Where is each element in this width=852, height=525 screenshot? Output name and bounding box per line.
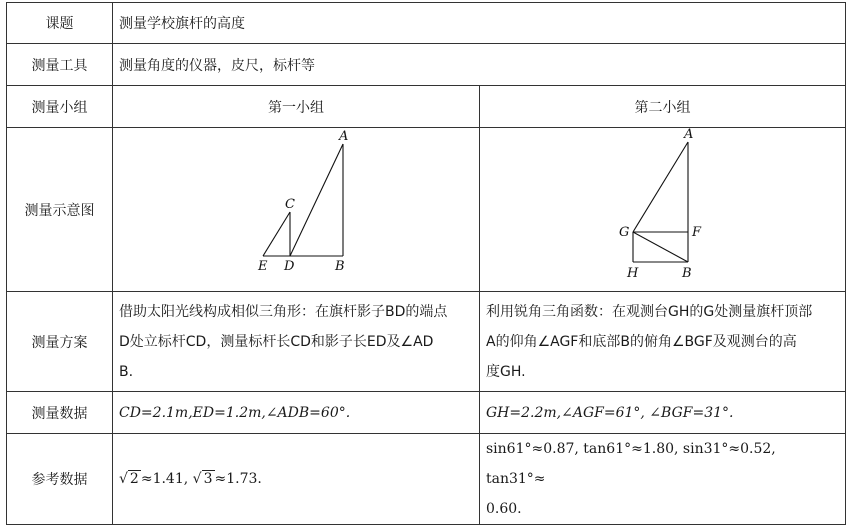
- reference-group-1: [113, 434, 480, 525]
- topic-value: 测量学校旗杆的高度: [113, 3, 846, 44]
- point-f-label: F: [692, 225, 702, 240]
- sqrt-3: √ 3: [192, 471, 213, 487]
- diagram-group-1: [113, 128, 480, 292]
- group-1-heading: 第一小组: [113, 86, 480, 128]
- reference-group-2: [480, 434, 846, 525]
- data-label: 测量数据: [7, 392, 113, 434]
- topic-label: 课题: [7, 3, 113, 44]
- plan-2-line-1: 利用锐角三角函数：在观测台GH的G处测量旗杆顶部: [486, 303, 813, 320]
- plan-1-line-2: D处立标杆CD，测量标杆长CD和影子长ED及∠AD: [119, 333, 434, 350]
- point-h-label: H: [627, 266, 639, 281]
- sight-line-ga: [633, 142, 688, 232]
- sight-line-gb: [633, 232, 688, 262]
- point-g-label: G: [619, 225, 630, 240]
- point-c-label: C: [285, 197, 295, 212]
- reference-label: 参考数据: [7, 434, 113, 525]
- point-a-label: A: [684, 128, 694, 142]
- row-plan: [7, 292, 846, 392]
- plan-label: 测量方案: [7, 292, 113, 392]
- plan-1-line-3: B.: [119, 363, 134, 380]
- plan-group-2: [480, 292, 846, 392]
- row-diagram: [7, 128, 846, 292]
- data-group-2: GH=2.2m,∠AGF=61°, ∠BGF=31°.: [480, 392, 846, 434]
- plan-group-1: [113, 292, 480, 392]
- reference-2-line-2: 0.60.: [486, 501, 522, 517]
- sun-ray-ec: [263, 212, 290, 256]
- similar-triangles-diagram: [113, 128, 480, 287]
- plan-2-line-3: 度GH.: [486, 363, 526, 380]
- group-label: 测量小组: [7, 86, 113, 128]
- tools-label: 测量工具: [7, 44, 113, 86]
- sqrt-2: √ 2: [119, 471, 139, 487]
- sqrt-2-value: ≈1.41,: [140, 471, 189, 487]
- trig-angles-diagram: [480, 128, 846, 287]
- tools-value: 测量角度的仪器，皮尺，标杆等: [113, 44, 846, 86]
- plan-2-line-2: A的仰角∠AGF和底部B的俯角∠BGF及观测台的高: [486, 333, 797, 350]
- reference-2-line-1: sin61°≈0.87, tan61°≈1.80, sin31°≈0.52, tan31°≈: [486, 441, 776, 487]
- point-b-label: B: [682, 266, 692, 281]
- sqrt-3-value: ≈1.73.: [214, 471, 262, 487]
- point-b-label: B: [335, 259, 345, 274]
- row-tools: [7, 44, 846, 86]
- survey-table: [6, 2, 846, 525]
- plan-1-line-1: 借助太阳光线构成相似三角形：在旗杆影子BD的端点: [119, 303, 448, 320]
- sun-ray-da: [290, 144, 343, 256]
- point-d-label: D: [284, 259, 295, 274]
- diagram-label: 测量示意图: [7, 128, 113, 292]
- point-e-label: E: [258, 259, 268, 274]
- diagram-group-2: [480, 128, 846, 292]
- row-data: [7, 392, 846, 434]
- row-topic: [7, 3, 846, 44]
- row-reference: [7, 434, 846, 525]
- data-group-1: CD=2.1m,ED=1.2m,∠ADB=60°.: [113, 392, 480, 434]
- group-2-heading: 第二小组: [480, 86, 846, 128]
- row-group: [7, 86, 846, 128]
- point-a-label: A: [339, 129, 349, 144]
